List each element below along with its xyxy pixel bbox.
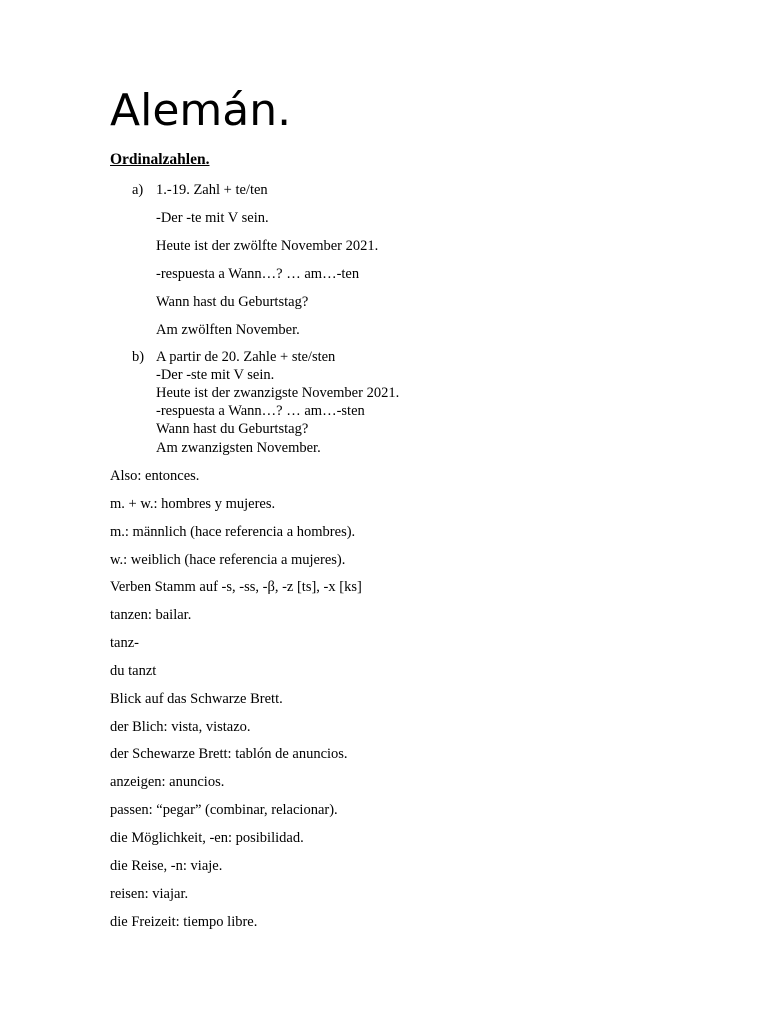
- list-a-line: -Der -te mit V sein.: [156, 210, 269, 226]
- paragraph: Verben Stamm auf -s, -ss, -β, -z [ts], -x [ks]: [110, 579, 362, 595]
- list-a-line: Heute ist der zwölfte November 2021.: [156, 238, 379, 254]
- document-title: Alemán.: [110, 85, 292, 136]
- list-b-line: Wann hast du Geburtstag?: [156, 421, 309, 437]
- paragraph: der Schewarze Brett: tablón de anuncios.: [110, 746, 348, 762]
- document-page: [110, 0, 710, 1024]
- paragraph: m. + w.: hombres y mujeres.: [110, 496, 276, 512]
- paragraph: die Freizeit: tiempo libre.: [110, 914, 258, 930]
- paragraph: du tanzt: [110, 663, 157, 679]
- paragraph: anzeigen: anuncios.: [110, 774, 225, 790]
- list-b-line: A partir de 20. Zahle + ste/sten: [156, 349, 336, 365]
- paragraph: tanz-: [110, 635, 139, 651]
- paragraph: Blick auf das Schwarze Brett.: [110, 691, 283, 707]
- paragraph: w.: weiblich (hace referencia a mujeres).: [110, 552, 346, 568]
- list-marker-b: b): [132, 349, 145, 365]
- list-a-line: Wann hast du Geburtstag?: [156, 294, 309, 310]
- paragraph: reisen: viajar.: [110, 886, 189, 902]
- list-b-line: Am zwanzigsten November.: [156, 440, 321, 456]
- paragraph: tanzen: bailar.: [110, 607, 192, 623]
- list-marker-a: a): [132, 182, 144, 198]
- paragraph: Also: entonces.: [110, 468, 200, 484]
- paragraph: passen: “pegar” (combinar, relacionar).: [110, 802, 338, 818]
- paragraph: die Möglichkeit, -en: posibilidad.: [110, 830, 304, 846]
- list-a-line: Am zwölften November.: [156, 322, 300, 338]
- list-a-line: -respuesta a Wann…? … am…-ten: [156, 266, 360, 282]
- paragraph: m.: männlich (hace referencia a hombres).: [110, 524, 356, 540]
- list-b-line: -Der -ste mit V sein.: [156, 367, 275, 383]
- list-b-line: -respuesta a Wann…? … am…-sten: [156, 403, 365, 419]
- section-heading: Ordinalzahlen.: [110, 151, 210, 168]
- paragraph: die Reise, -n: viaje.: [110, 858, 223, 874]
- paragraph: der Blich: vista, vistazo.: [110, 719, 251, 735]
- list-a-line: 1.-19. Zahl + te/ten: [156, 182, 268, 198]
- list-b-line: Heute ist der zwanzigste November 2021.: [156, 385, 400, 401]
